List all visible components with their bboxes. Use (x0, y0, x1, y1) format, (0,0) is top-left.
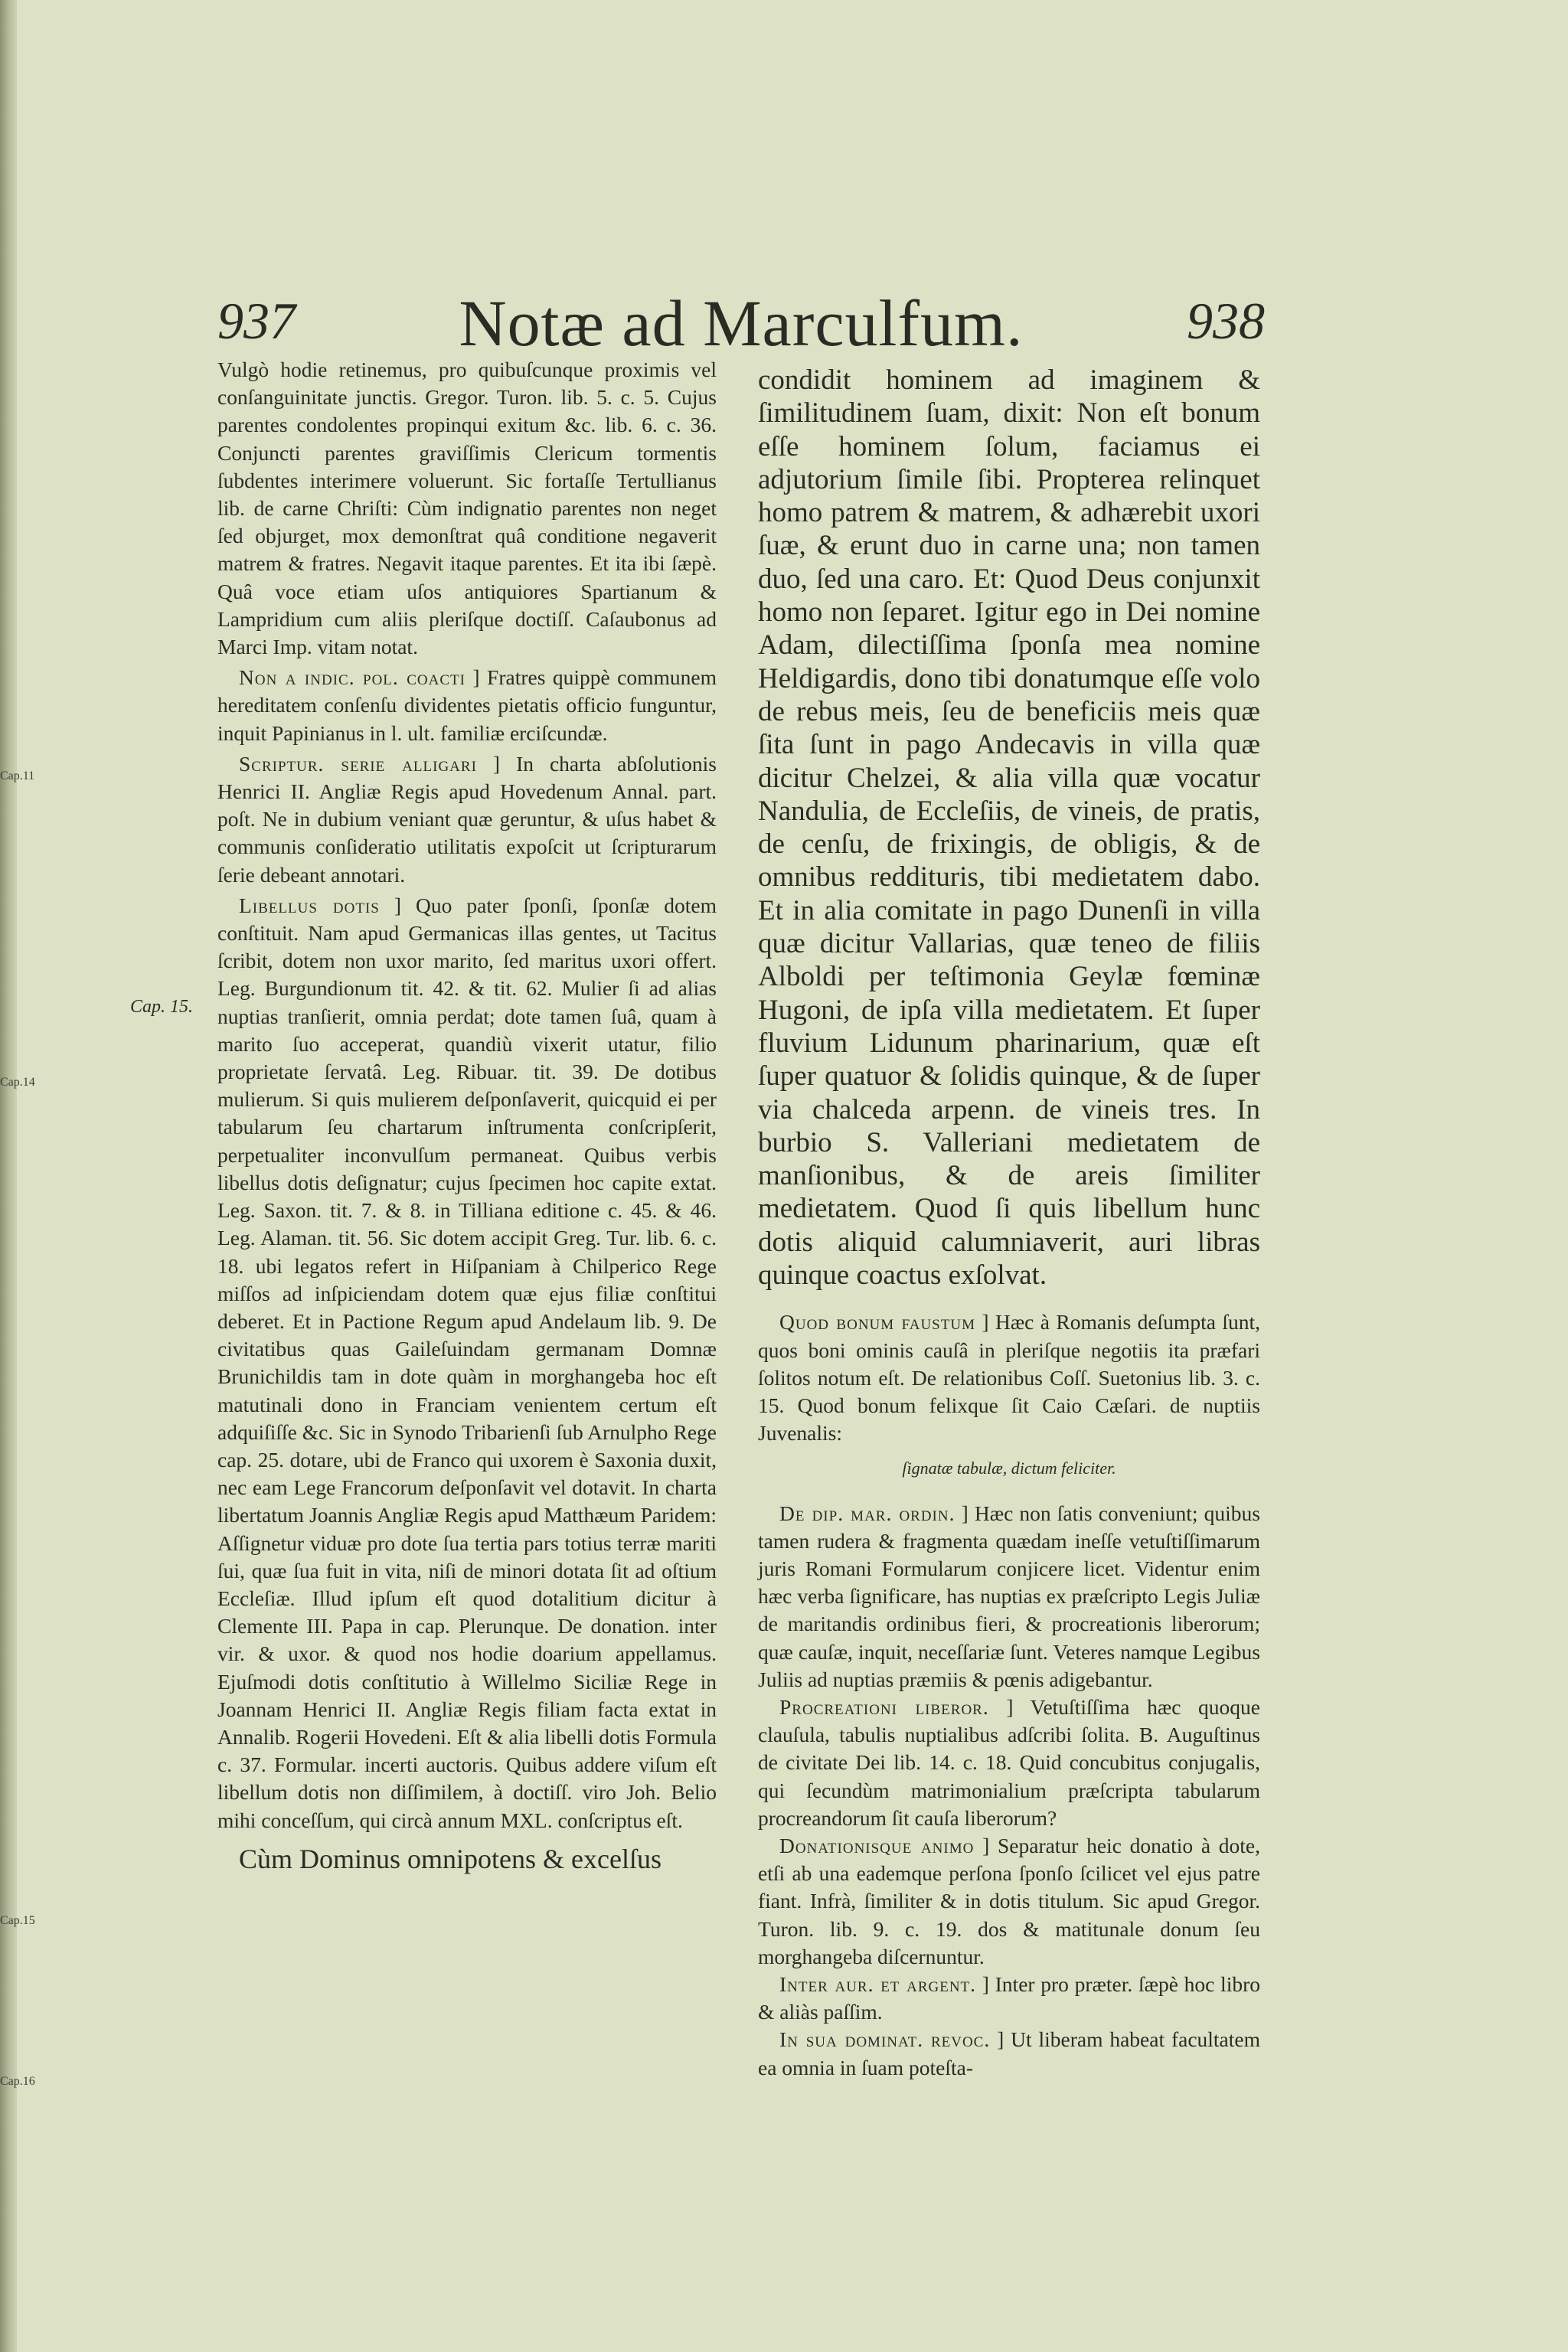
margin-edge-note: Cap.14 (0, 1076, 35, 1089)
note-lemma: Procreationi liberor. (779, 1694, 989, 1719)
note-entry: De dip. mar. ordin. ] Hæc non ſatis conveniunt; quibus tamen rudera & fragmenta quædam ineſſe vetuſtiſſimarum juris Romani Formularum conjicere licet. Videntur enim hæc verba ſignificare, has nuptias ex præſcripto Legis Juliæ de maritandis ordinibus fieri, & procreationis liberorum; quæ cauſæ, inquit, neceſſariæ ſunt. Veteres namque Legibus Juliis ad nuptias præmiis & pœnis adigebantur. (758, 1501, 1260, 1691)
left-page-number: 937 (217, 292, 296, 350)
note-entry: Donationisque animo ] Separatur heic donatio à dote, etſi ab una eademque perſona ſponſo ſcilicet vel ejus patre fiant. Infrà, ſimiliter & in dotis titulum. Sic apud Gregor. Turon. lib. 9. c. 19. dos & matitunale donum ſeu morghangeba diſcernuntur. (758, 1833, 1260, 1968)
right-page-number: 938 (1187, 292, 1265, 350)
note-entry: Procreationi liberor. ] Vetuſtiſſima hæc quoque clauſula, tabulis nuptialibus adſcribi ſolita. B. Auguſtinus de civitate Dei lib. 14. c. 18. Quid concubitus conjugalis, qui ſecundùm matrimonialium præſcripta tabularum procreandorum ſit cauſa liberorum? (758, 1694, 1260, 1830)
note-text: Hæc à Romanis deſumpta ſunt, quos boni ominis cauſâ in pleriſque negotiis ita præfari ſolitos notum eſt. De relationibus Coſſ. Suetonius lib. 3. c. 15. Quod bonum felixque ſit Caio Cæſari. de nuptiis Juvenalis: (758, 1310, 1260, 1446)
running-header (217, 285, 1265, 361)
note-entry: Quod bonum faustum ] Hæc à Romanis deſumpta ſunt, quos boni ominis cauſâ in pleriſque negotiis ita præfari ſolitos notum eſt. De relationibus Coſſ. Suetonius lib. 3. c. 15. Quod bonum felixque ſit Caio Cæſari. de nuptiis Juvenalis: (758, 1310, 1260, 1446)
charter-opening-line: Cùm Dominus omnipotens & excelſus (239, 1843, 662, 1874)
note-lemma: De dip. mar. ordin. (779, 1501, 956, 1525)
note-lemma: Libellus dotis (239, 893, 380, 917)
margin-edge-note: Cap.15 (0, 1914, 35, 1927)
note-lemma: Non a indic. pol. coacti (239, 665, 466, 690)
margin-edge-note: Cap.11 (0, 769, 35, 782)
left-column (217, 356, 717, 1873)
note-lemma: Scriptur. serie alligari (239, 751, 477, 776)
note-entry: Inter aur. et argent. ] Inter pro præter. ſæpè hoc libro & aliàs paſſim. (758, 1971, 1260, 2024)
book-spine (0, 0, 17, 2352)
margin-edge-note: Cap.16 (0, 2075, 35, 2088)
note-lemma: Inter aur. et argent. (779, 1971, 977, 1996)
right-notes (758, 1308, 1260, 2081)
verse-quote: ſignatæ tabulæ, dictum feliciter. (902, 1459, 1116, 1478)
note-entry: Scriptur. serie alligari ] In charta abſolutionis Henrici II. Angliæ Regis apud Hovedenum Annal. part. poſt. Ne in dubium veniant quæ geruntur, & uſus habet & communis conſideratio utilitatis expoſcit ut ſcripturarum ſerie debeant annotari. (217, 751, 717, 887)
note-text: Vetuſtiſſima hæc quoque clauſula, tabulis nuptialibus adſcribi ſolita. B. Auguſtinus de civitate Dei lib. 14. c. 18. Quid concubitus conjugalis, qui ſecundùm matrimonialium præſcripta tabularum procreandorum ſit cauſa liberorum? (758, 1694, 1260, 1830)
note-entry: Libellus dotis ] Quo pater ſponſi, ſponſæ dotem conſtituit. Nam apud Germanicas illas gentes, ut Tacitus ſcribit, dotem non uxor marito, ſed maritus uxori offert. Leg. Burgundionum tit. 42. & tit. 62. Mulier ſi ad alias nuptias tranſierit, omnia perdat; dote tamen ſuâ, quam à marito ſuo acceperat, quandiù vixerit utatur, filio proprietate ſervatâ. Leg. Ribuar. tit. 39. De dotibus mulierum. Si quis mulierem deſponſaverit, quicquid ei per tabularum ſeu chartarum inſtrumenta conſcripſerit, perpetualiter inconvulſum permaneat. Quibus verbis libellus dotis deſignatur; cujus ſpecimen hoc capite extat. Leg. Saxon. tit. 7. & 8. in Tilliana editione c. 45. & 46. Leg. Alaman. tit. 56. Sic dotem accipit Greg. Tur. lib. 6. c. 18. ubi legatos refert in Hiſpaniam à Chilperico Rege miſſos ad inſpiciendam dotem quæ ejus filiæ conſtitui deberet. Et in Pactione Regum apud Andelaum lib. 9. De civitatibus quas Gaileſuindam germanam Domnæ Brunichildis tam in dote quàm in morghangeba hoc eſt matutinali dono in Franciam venientem certum eſt adquiſiſſe &c. Sic in Synodo Tribarienſi ſub Arnulpho Rege cap. 25. dotare, ubi de Franco qui uxorem è Saxonia duxit, nec eam Lege Francorum deſponſavit vel dotavit. In charta libertatum Joannis Angliæ Regis apud Matthæum Paridem: Aſſignetur viduæ pro dote ſua tertia pars totius terræ mariti ſui, quæ ſua fuit in vita, niſi de minori dotata ſit ad oſtium Eccleſiæ. Illud ipſum eſt quod dotalitium dicitur à Clemente III. Papa in cap. Plerunque. De donation. inter vir. & uxor. & quod nos hodie doarium appellamus. Ejuſmodi dotis conſtitutio à Willelmo Siciliæ Rege in Joannam Henrici II. Angliæ Regis filiam facta extat in Annalib. Rogerii Hovedeni. Eſt & alia libelli dotis Formula c. 37. Formular. incerti auctoris. Quibus addere viſum eſt libellum dotis non diſſimilem, à doctiſſ. viro Joh. Belio mihi conceſſum, qui circà annum MXL. conſcriptus eſt. (217, 893, 717, 1832)
note-lemma: Donationisque animo (779, 1833, 975, 1857)
note-entry: Non a indic. pol. coacti ] Fratres quippè communem hereditatem conſenſu dividentes pietatis officio funguntur, inquit Papinianus in l. ult. familiæ erciſcundæ. (217, 665, 717, 745)
right-column (758, 364, 1260, 2082)
note-lemma: In sua dominat. revoc. (779, 2027, 991, 2052)
note-text: Quo pater ſponſi, ſponſæ dotem conſtituit. Nam apud Germanicas illas gentes, ut Tacitus ſcribit, dotem non uxor marito, ſed maritus uxori offert. Leg. Burgundionum tit. 42. & tit. 62. Mulier ſi ad alias nuptias tranſierit, omnia perdat; dote tamen ſuâ, quam à marito ſuo acceperat, quandiù vixerit utatur, filio proprietate ſervatâ. Leg. Ribuar. tit. 39. De dotibus mulierum. Si quis mulierem deſponſaverit, quicquid ei per tabularum ſeu chartarum inſtrumenta conſcripſerit, perpetualiter inconvulſum permaneat. Quibus verbis libellus dotis deſignatur; cujus ſpecimen hoc capite extat. Leg. Saxon. tit. 7. & 8. in Tilliana editione c. 45. & 46. Leg. Alaman. tit. 56. Sic dotem accipit Greg. Tur. lib. 6. c. 18. ubi legatos refert in Hiſpaniam à Chilperico Rege miſſos ad inſpiciendam dotem quæ ejus filiæ conſtitui deberet. Et in Pactione Regum apud Andelaum lib. 9. De civitatibus quas Gaileſuindam germanam Domnæ Brunichildis tam in dote quàm in morghangeba hoc eſt matutinali dono in Franciam venientem certum eſt adquiſiſſe &c. Sic in Synodo Tribarienſi ſub Arnulpho Rege cap. 25. dotare, ubi de Franco qui uxorem è Saxonia duxit, nec eam Lege Francorum deſponſavit vel dotavit. In charta libertatum Joannis Angliæ Regis apud Matthæum Paridem: Aſſignetur viduæ pro dote ſua tertia pars totius terræ mariti ſui, quæ ſua fuit in vita, niſi de minori dotata ſit ad oſtium Eccleſiæ. Illud ipſum eſt quod dotalitium dicitur à Clemente III. Papa in cap. Plerunque. De donation. inter vir. & uxor. & quod nos hodie doarium appellamus. Ejuſmodi dotis conſtitutio à Willelmo Siciliæ Rege in Joannam Henrici II. Angliæ Regis filiam facta extat in Annalib. Rogerii Hovedeni. Eſt & alia libelli dotis Formula c. 37. Formular. incerti auctoris. Quibus addere viſum eſt libellum dotis non diſſimilem, à doctiſſ. viro Joh. Belio mihi conceſſum, qui circà annum MXL. conſcriptus eſt. (217, 893, 717, 1832)
note-text: Separatur heic donatio à dote, etſi ab una eademque perſona ſponſo ſcilicet vel ejus patre fiant. Infrà, ſimiliter & in dotis titulum. Sic apud Gregor. Turon. lib. 9. c. 19. dos & matitunale donum ſeu morghangeba diſcernuntur. (758, 1833, 1260, 1968)
note-text: Hæc non ſatis conveniunt; quibus tamen rudera & fragmenta quædam ineſſe vetuſtiſſimarum juris Romani Formularum conjicere licet. Videntur enim hæc verba ſignificare, has nuptias ex præſcripto Legis Juliæ de maritandis ordinibus fieri, & procreationis liberorum; quæ cauſæ, inquit, neceſſariæ ſunt. Veteres namque Legibus Juliis ad nuptias præmiis & pœnis adigebantur. (758, 1501, 1260, 1691)
charter-text: condidit hominem ad imaginem & ſimilitudinem ſuam, dixit: Non eſt bonum eſſe hominem ſolum, faciamus ei adjutorium ſimile ſibi. Propterea relinquet homo patrem & matrem, & adhærebit uxori ſuæ, & erunt duo in carne una; non tamen duo, ſed una caro. Et: Quod Deus conjunxit homo non ſeparet. Igitur ego in Dei nomine Adam, dilectiſſima ſponſa mea nomine Heldigardis, dono tibi donatumque eſſe volo de rebus meis, ſeu de beneficiis meis quæ ſita ſunt in pago Andecavis in villa quæ dicitur Chelzei, & alia villa quæ vocatur Nandulia, de Eccleſiis, de vineis, de pratis, de cenſu, de frixingis, de obligis, & de omnibus reddituris, tibi medietatem dabo. Et in alia comitate in pago Dunenſi in villa quæ dicitur Vallarias, quæ teneo de filiis Alboldi per teſtimonia Geylæ fœminæ Hugoni, de ipſa villa medietatem. Et ſuper fluvium Lidunum pharinarium, quæ eſt ſuper quatuor & ſolidis quinque, & de ſuper via chalceda arpenn. de vineis tres. In burbio S. Valleriani medietatem de manſionibus, & de areis ſimiliter medietatem. Quod ſi quis libellum hunc dotis aliquid calumniaverit, auri libras quinque coactus exſolvat. (758, 364, 1260, 1292)
note-text: Inter pro præter. ſæpè hoc libro & aliàs paſſim. (758, 1971, 1260, 2024)
note-lemma: Quod bonum faustum (779, 1310, 975, 1334)
note-text: In charta abſolutionis Henrici II. Angliæ Regis apud Hovedenum Annal. part. poſt. Ne in dubium veniant quæ geruntur, & uſus habet & communis conſideratio utilitatis expoſcit ut ſcripturarum ſerie debeant annotari. (217, 751, 717, 887)
note-entry: In sua dominat. revoc. ] Ut liberam habeat facultatem ea omnia in ſuam poteſta- (758, 2027, 1260, 2079)
page-title: Notæ ad Marculfum. (459, 286, 1024, 360)
note-text: Fratres quippè communem hereditatem conſenſu dividentes pietatis officio funguntur, inquit Papinianus in l. ult. familiæ erciſcundæ. (217, 665, 717, 745)
paragraph: Vulgò hodie retinemus, pro quibuſcunque proximis vel conſanguinitate junctis. Gregor. Turon. lib. 5. c. 5. Cujus parentes condolentes propinqui exitum &c. lib. 6. c. 36. Conjuncti parentes graviſſimis Clericum tormentis ſubdentes interimere voluerunt. Sic fortaſſe Tertullianus lib. de carne Chriſti: Cùm indignatio parentes non neget ſed objurget, mox demonſtrat quâ conditione negaverit matrem & fratres. Negavit itaque parentes. Et ita ibi ſæpè. Quâ voce etiam uſos antiquiores Spartianum & Lampridium cum aliis pleriſque doctiſſ. Caſaubonus ad Marci Imp. vitam notat. (217, 358, 717, 659)
note-text: Ut liberam habeat facultatem ea omnia in ſuam poteſta- (758, 2027, 1260, 2079)
margin-chapter-label: Cap. 15. (130, 997, 194, 1017)
